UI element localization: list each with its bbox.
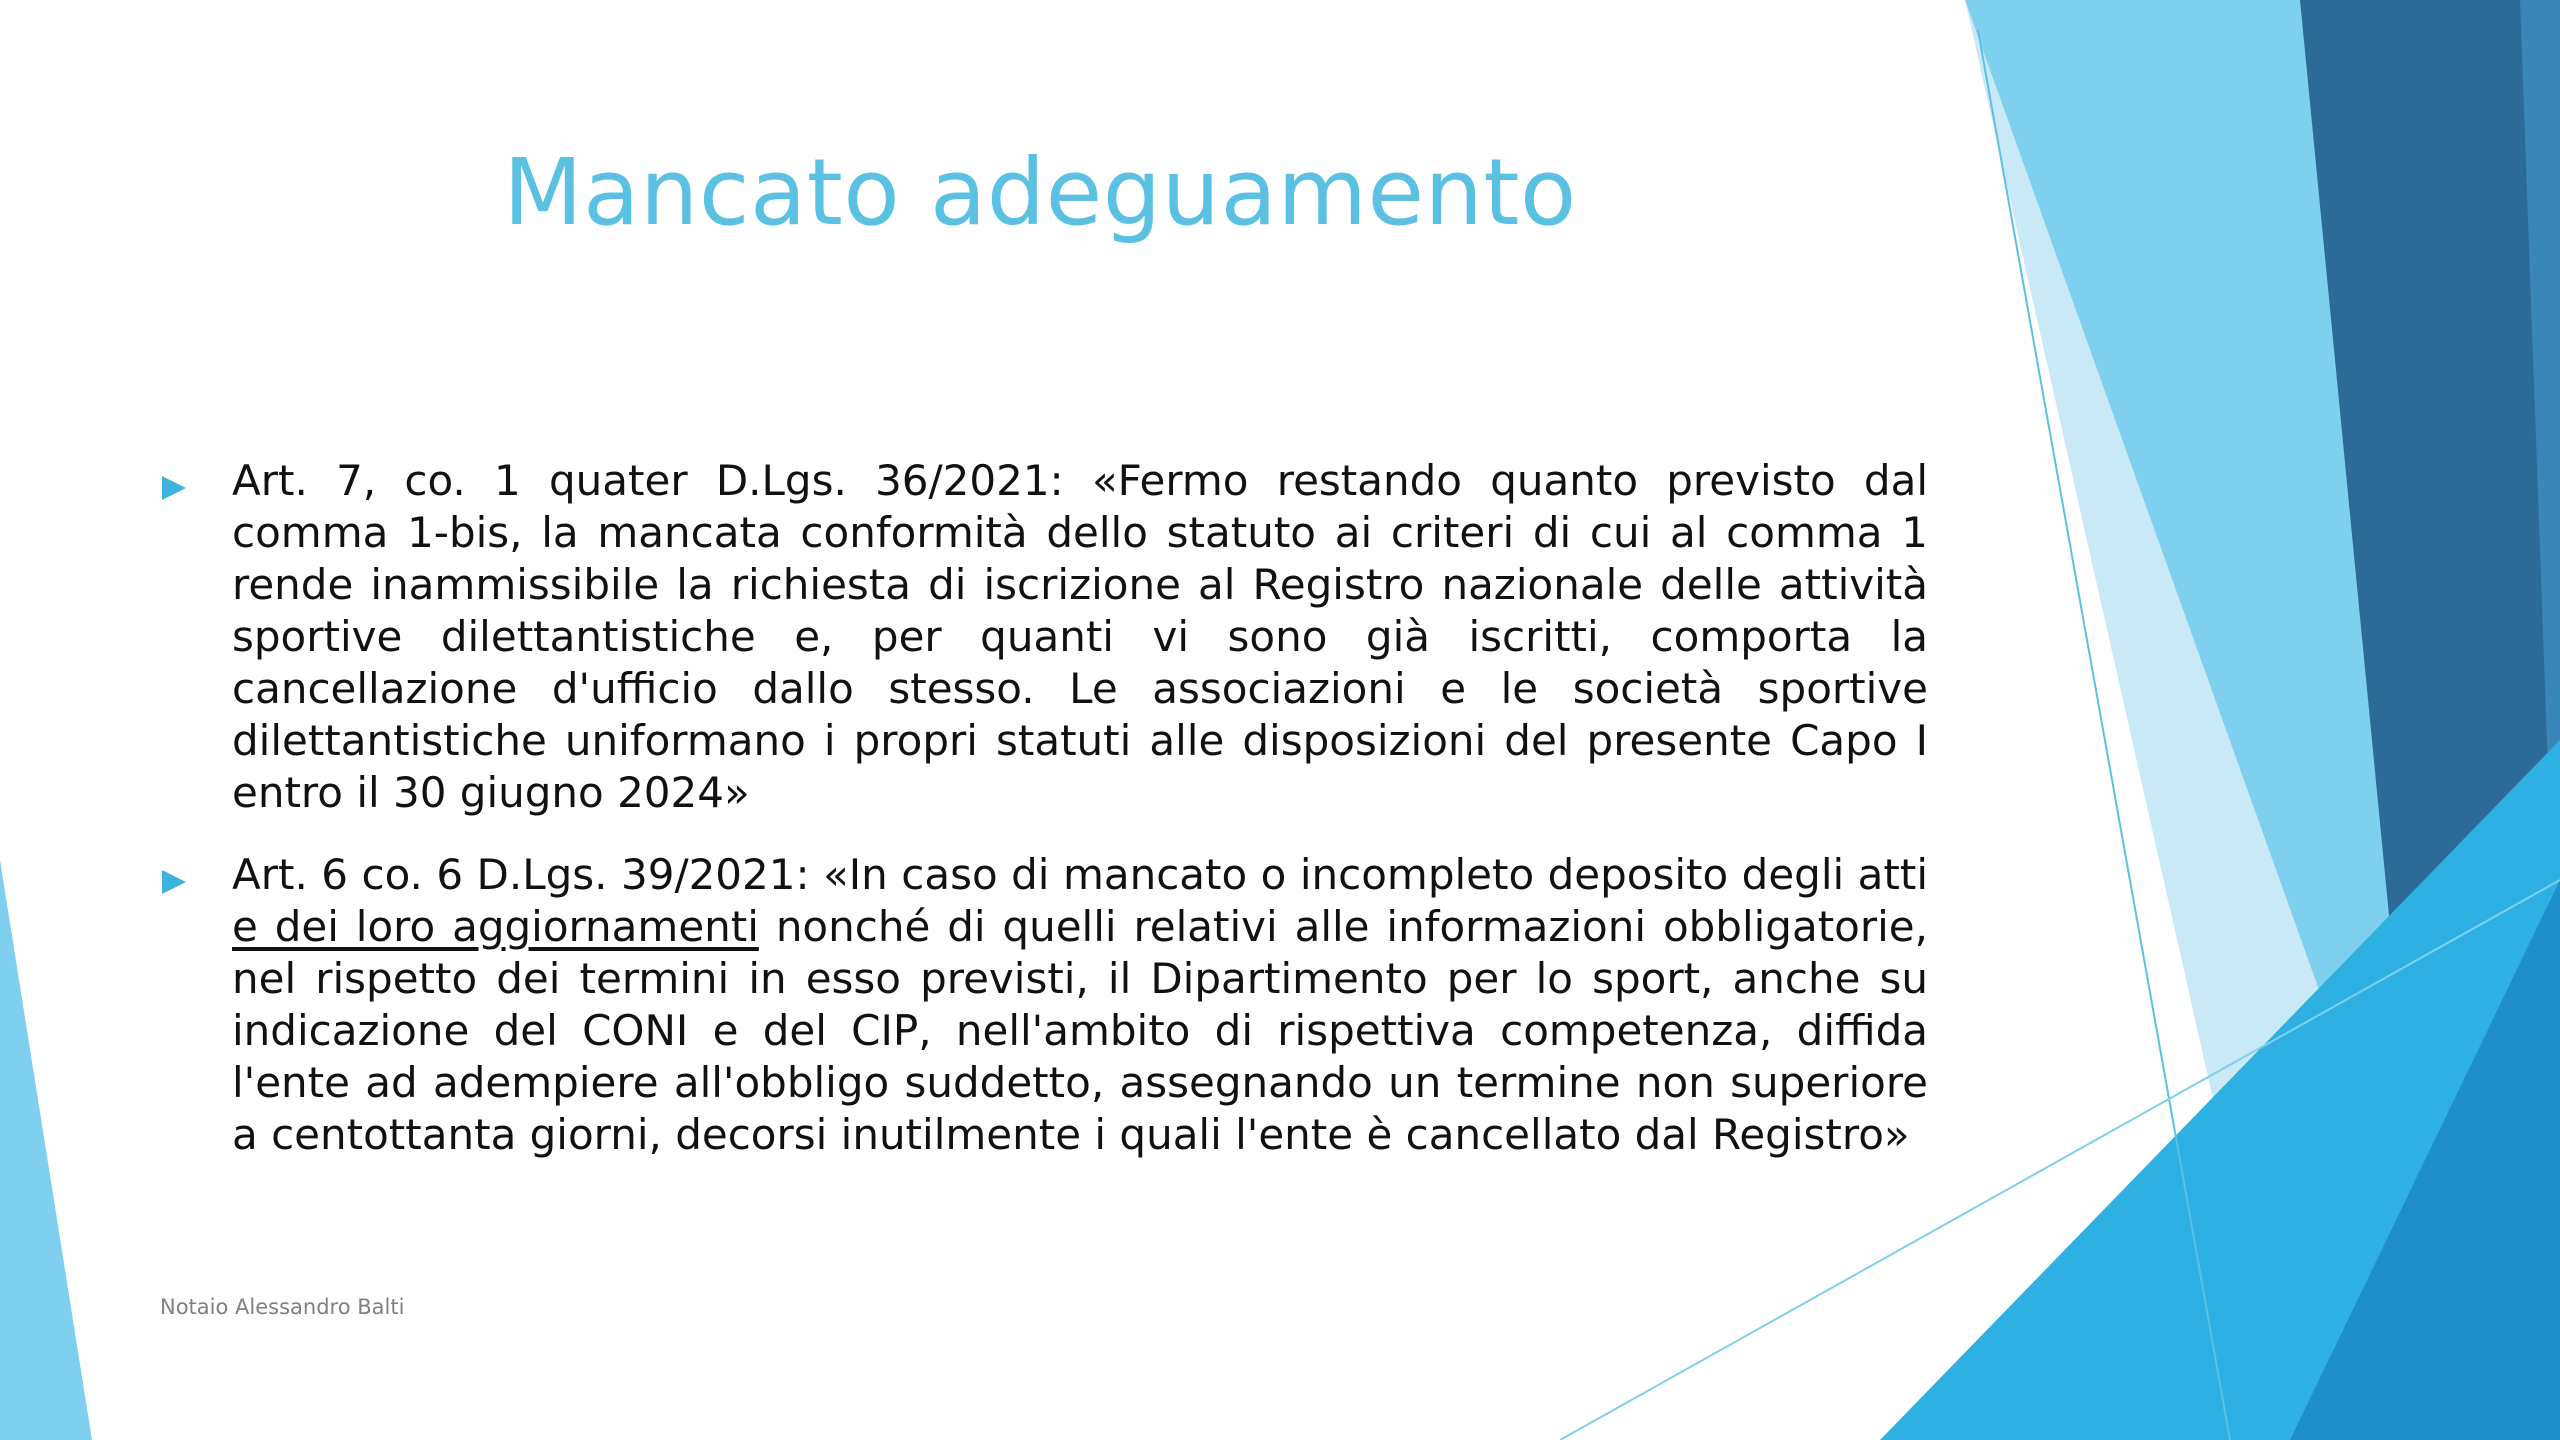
- bullet-item-art7: [160, 455, 1928, 819]
- bullet-item-art6: [160, 849, 1928, 1161]
- bullet-list: [160, 455, 1928, 1191]
- bullet-text-art7-part: Art. 7, co. 1 quater D.Lgs. 36/2021: «Fermo restando quanto previsto dal comma 1-bis, la mancata conformità dello statuto ai criteri di cui al comma 1 rende inammissibile la richiesta di iscrizione al Registro nazionale delle attività sportive dilettantistiche e, per quanti vi sono già iscritti, comporta la cancellazione d'ufficio dallo stesso. Le associazioni e le società sportive dilettantistiche uniformano i propri statuti alle disposizioni del presente Capo I entro il 30 giugno 2024»: [232, 456, 1928, 817]
- bullet-arrow-icon: [162, 870, 186, 894]
- bullet-text-art7: [232, 455, 1928, 819]
- bullet-arrow-icon: [162, 476, 186, 500]
- bullet-text-art6-underlined: e dei loro aggiornamenti: [232, 902, 759, 951]
- slide-title: Mancato adeguamento: [503, 139, 1577, 246]
- left-edge-shape: [0, 860, 92, 1440]
- bullet-text-art6-part-1: Art. 6 co. 6 D.Lgs. 39/2021: «In caso di mancato o incompleto deposito degli atti: [232, 850, 1928, 899]
- bullet-text-art6-part-2: nonché di quelli relativi alle informazioni obbligatorie, nel rispetto dei termini in esso previsti, il Dipartimento per lo sport, anche su indicazione del CONI e del CIP, nell'ambito di rispettiva competenza, diffida l'ente ad adempiere all'obbligo suddetto, assegnando un termine non superiore a centottanta giorni, decorsi inutilmente i quali l'ente è cancellato dal Registro»: [232, 902, 1928, 1159]
- bullet-text-art6: [232, 849, 1928, 1161]
- slide-footer: Notaio Alessandro Balti: [160, 1295, 405, 1319]
